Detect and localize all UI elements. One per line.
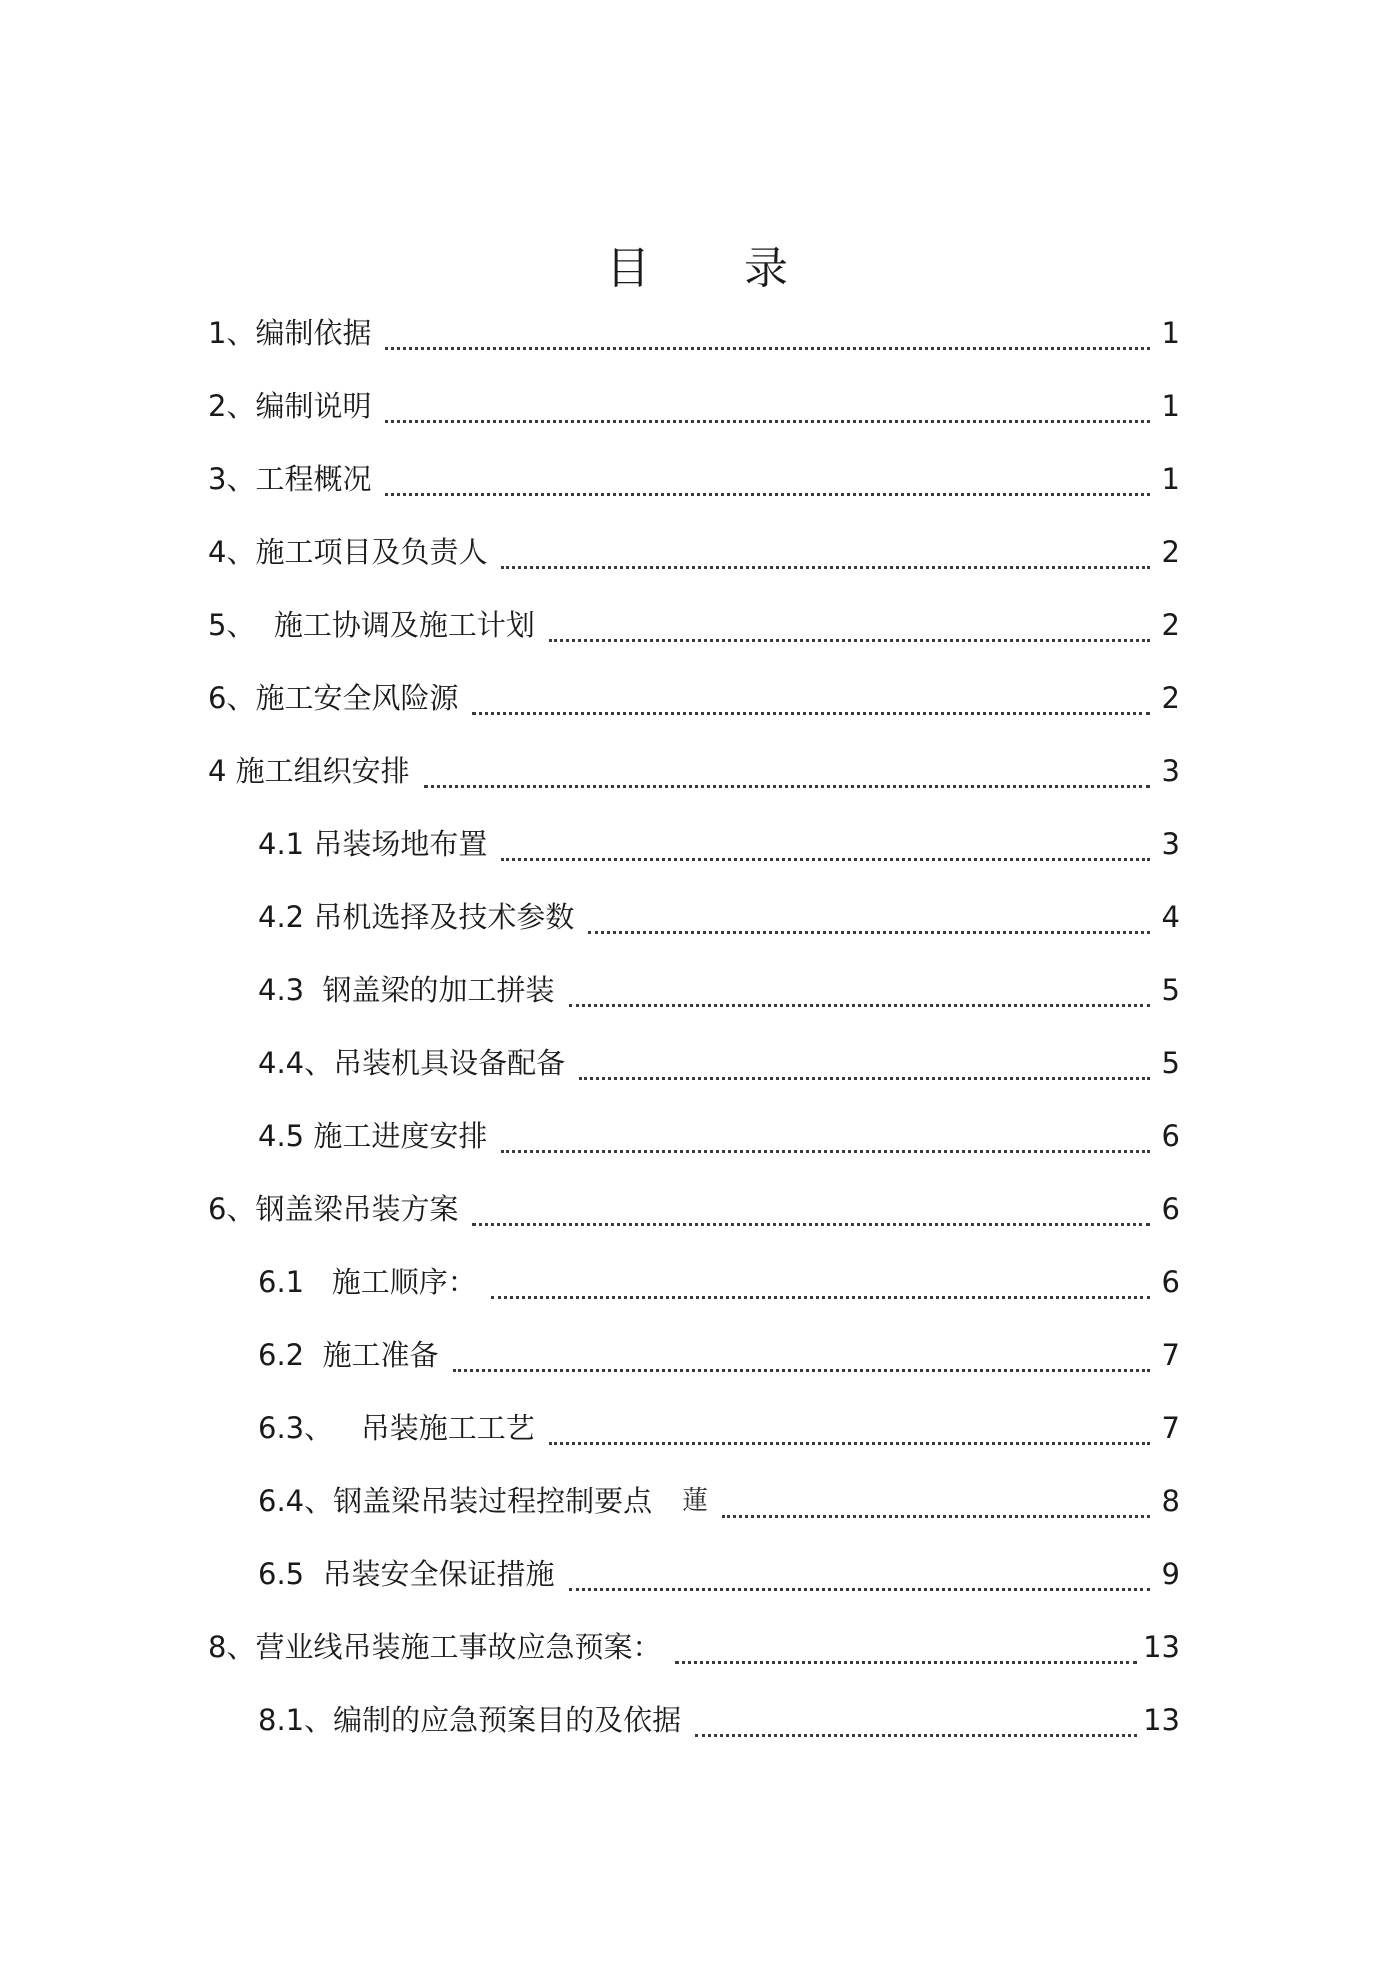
toc-entry-label: 3、工程概况 [208, 462, 372, 496]
toc-leader-dots [453, 1343, 1150, 1372]
toc-leader-dots [385, 467, 1150, 496]
toc-entry-label: 4 施工组织安排 [208, 754, 410, 788]
toc-entry-label: 6.3、 吊装施工工艺 [258, 1411, 535, 1445]
toc-entry[interactable] [208, 1624, 1180, 1664]
toc-entry-page: 6 [1161, 1119, 1180, 1153]
toc-entry[interactable] [258, 1478, 1180, 1518]
toc-entry-page: 5 [1161, 1046, 1180, 1080]
toc-leader-dots [579, 1051, 1150, 1080]
toc-entry-page: 8 [1161, 1484, 1180, 1518]
toc-entry[interactable] [258, 1332, 1180, 1372]
toc-entry-page: 7 [1161, 1338, 1180, 1372]
toc-entry[interactable] [258, 1405, 1180, 1445]
toc-leader-dots [491, 1270, 1150, 1299]
toc-entry-page: 4 [1161, 900, 1180, 934]
toc-entry-page: 3 [1161, 754, 1180, 788]
toc-entry[interactable] [258, 1697, 1180, 1737]
toc-entry-page: 1 [1161, 462, 1180, 496]
toc-entry-page: 13 [1143, 1703, 1180, 1737]
toc-leader-dots [501, 1124, 1150, 1153]
stray-glyph: 蓮 [682, 1486, 709, 1516]
toc-entry-label: 4.4、吊装机具设备配备 [258, 1046, 566, 1080]
toc-entry-page: 2 [1161, 608, 1180, 642]
toc-entry-page: 6 [1161, 1265, 1180, 1299]
toc-entry-page: 9 [1161, 1557, 1180, 1591]
toc-leader-dots [722, 1489, 1150, 1518]
toc-entry-page: 2 [1161, 681, 1180, 715]
toc-leader-dots [472, 1197, 1150, 1226]
toc-entry[interactable] [208, 456, 1180, 496]
toc-entry-label: 4.5 施工进度安排 [258, 1119, 488, 1153]
toc-entry-label: 8.1、编制的应急预案目的及依据 [258, 1703, 682, 1737]
toc-leader-dots [385, 321, 1150, 350]
page-title: 目 录 [606, 243, 828, 294]
toc-leader-dots [569, 1562, 1150, 1591]
toc-entry-page: 2 [1161, 535, 1180, 569]
toc-entry[interactable] [208, 602, 1180, 642]
toc-entry-label: 5、 施工协调及施工计划 [208, 608, 535, 642]
toc-entry-page: 3 [1161, 827, 1180, 861]
toc-leader-dots [501, 832, 1150, 861]
toc-leader-dots [549, 613, 1150, 642]
toc-entry-label: 6、施工安全风险源 [208, 681, 459, 715]
toc-entry-label: 4.2 吊机选择及技术参数 [258, 900, 575, 934]
toc-leader-dots [588, 905, 1150, 934]
toc-entry[interactable] [208, 310, 1180, 350]
toc-entry-page: 7 [1161, 1411, 1180, 1445]
toc-entry[interactable] [208, 675, 1180, 715]
toc-entry[interactable] [208, 748, 1180, 788]
toc-leader-dots [695, 1708, 1137, 1737]
toc-entry-label: 2、编制说明 [208, 389, 372, 423]
toc-leader-dots [501, 540, 1150, 569]
toc-entry-page: 6 [1161, 1192, 1180, 1226]
toc-entry-page: 13 [1143, 1630, 1180, 1664]
toc-entry[interactable] [258, 1040, 1180, 1080]
toc-entry[interactable] [258, 1259, 1180, 1299]
toc-entry-page: 1 [1161, 316, 1180, 350]
toc-entry-label: 4.3 钢盖梁的加工拼装 [258, 973, 555, 1007]
toc-leader-dots [675, 1635, 1137, 1664]
toc-entry-label: 1、编制依据 [208, 316, 372, 350]
toc-entry[interactable] [258, 1551, 1180, 1591]
toc-entry-label: 6.2 施工准备 [258, 1338, 439, 1372]
toc-entry[interactable] [208, 1186, 1180, 1226]
toc-entry[interactable] [258, 821, 1180, 861]
toc-entry[interactable] [208, 383, 1180, 423]
toc-entry-label: 4、施工项目及负责人 [208, 535, 488, 569]
toc-leader-dots [569, 978, 1150, 1007]
toc-leader-dots [472, 686, 1150, 715]
toc-entry-label: 6.4、钢盖梁吊装过程控制要点 [258, 1484, 653, 1518]
toc-leader-dots [424, 759, 1150, 788]
toc-entry-label: 6.1 施工顺序： [258, 1265, 477, 1299]
toc-entry-label: 6.5 吊装安全保证措施 [258, 1557, 555, 1591]
toc-leader-dots [385, 394, 1150, 423]
toc-entry-page: 5 [1161, 973, 1180, 1007]
toc-entry-label: 6、钢盖梁吊装方案 [208, 1192, 459, 1226]
toc-entry[interactable] [258, 967, 1180, 1007]
toc-entry-label: 8、营业线吊装施工事故应急预案： [208, 1630, 662, 1664]
toc-leader-dots [549, 1416, 1150, 1445]
toc-entry[interactable] [258, 894, 1180, 934]
toc-entry[interactable] [208, 529, 1180, 569]
toc-entry-label: 4.1 吊装场地布置 [258, 827, 488, 861]
toc-entry[interactable] [258, 1113, 1180, 1153]
toc-entry-page: 1 [1161, 389, 1180, 423]
